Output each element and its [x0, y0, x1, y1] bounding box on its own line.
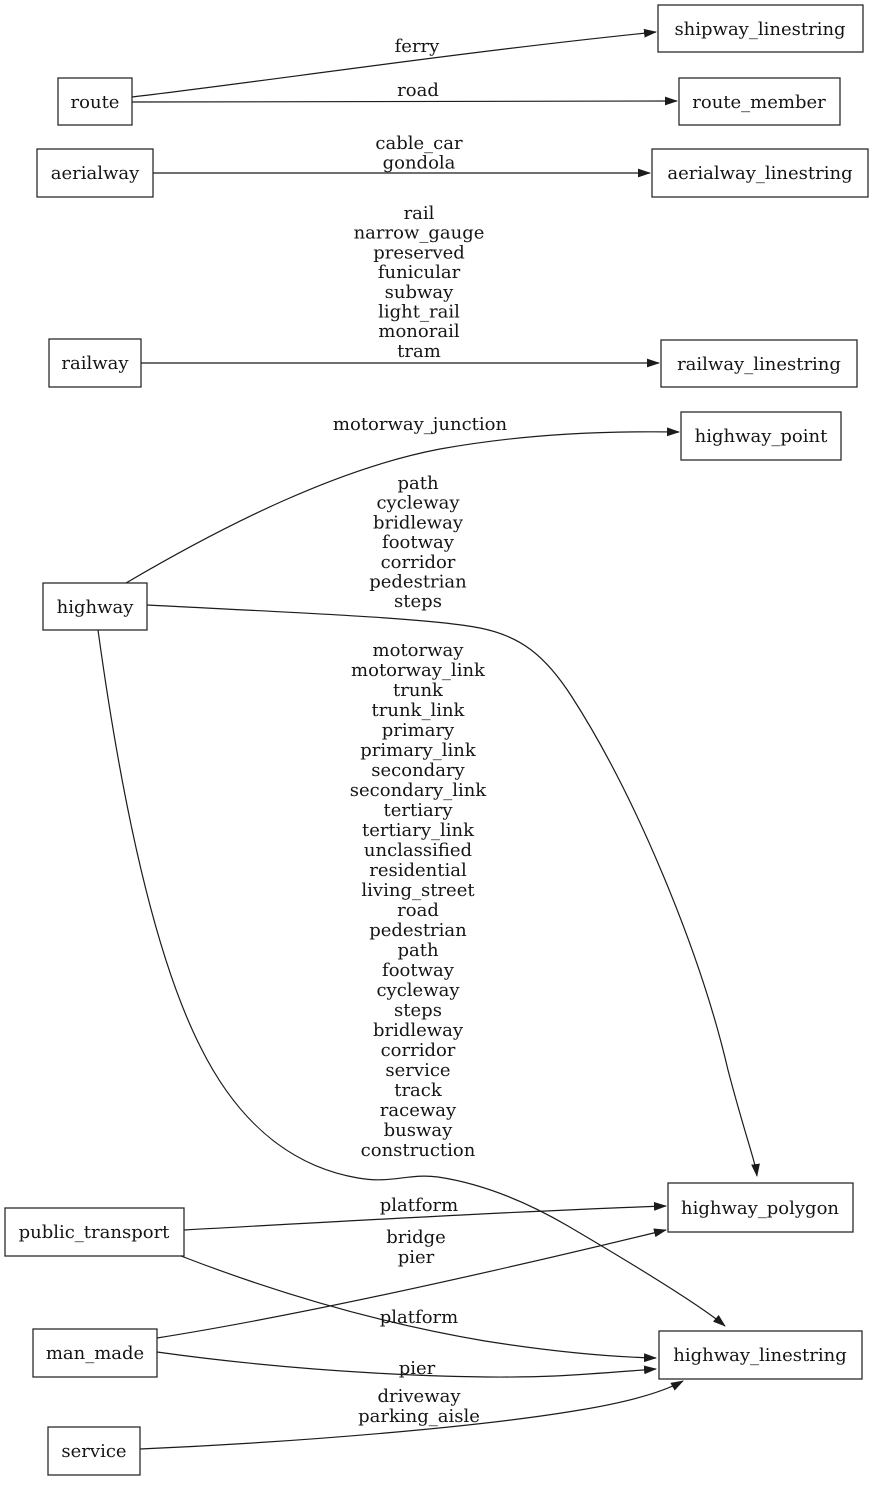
- node-shipway_linestring-label: shipway_linestring: [674, 19, 846, 40]
- edge-label-pier-linestring: pier: [398, 1358, 436, 1379]
- node-public_transport: [5, 1208, 184, 1256]
- node-shipway_linestring: [658, 5, 863, 52]
- node-route_member-label: route_member: [692, 92, 826, 113]
- node-aerialway: [37, 149, 153, 197]
- edge-label-motorway_junction: motorway_junction: [332, 414, 508, 435]
- node-public_transport-label: public_transport: [18, 1222, 170, 1243]
- edge-label-cable_car-gondola: cable_car gondola: [375, 133, 463, 174]
- node-man_made: [33, 1329, 157, 1377]
- edge-label-road: road: [397, 80, 439, 101]
- node-highway_polygon: [668, 1183, 853, 1232]
- node-man_made-label: man_made: [45, 1343, 145, 1364]
- node-service: [48, 1427, 140, 1475]
- node-aerialway_linestring-label: aerialway_linestring: [667, 163, 853, 184]
- node-railway_linestring: [661, 340, 857, 387]
- edge-label-ferry: ferry: [394, 36, 440, 57]
- node-highway_point-label: highway_point: [694, 426, 828, 447]
- node-route-label: route: [70, 92, 120, 113]
- node-highway-label: highway: [56, 597, 134, 618]
- node-highway_linestring: [659, 1331, 862, 1379]
- node-route_member: [679, 78, 840, 125]
- node-highway_linestring-label: highway_linestring: [673, 1345, 847, 1366]
- node-route: [58, 78, 132, 125]
- edge-label-highway-polygon-values: path cycleway bridleway footway corridor pedestrian steps: [369, 473, 467, 613]
- edge-label-highway-linestring-values: motorway motorway_link trunk trunk_link primary primary_link secondary secondary_link tertiary tertiary_link unclassified residential living_street road pedestrian path footway cycleway steps bridleway corridor service track raceway busway construction: [349, 640, 487, 1161]
- node-railway: [49, 339, 141, 387]
- edge-label-railway-values: rail narrow_gauge preserved funicular subway light_rail monorail tram: [353, 203, 485, 362]
- edge-label-driveway-parking_aisle: driveway parking_aisle: [358, 1386, 480, 1427]
- edge-label-platform-polygon: platform: [379, 1195, 459, 1216]
- edge-label-platform-linestring: platform: [379, 1307, 459, 1328]
- node-highway_polygon-label: highway_polygon: [680, 1198, 840, 1219]
- node-highway_point: [681, 412, 841, 460]
- node-railway_linestring-label: railway_linestring: [677, 354, 841, 375]
- node-highway: [43, 583, 147, 630]
- node-service-label: service: [61, 1441, 127, 1462]
- node-railway-label: railway: [61, 353, 129, 374]
- node-aerialway-label: aerialway: [50, 163, 140, 184]
- edge-label-bridge-pier: bridge pier: [386, 1227, 446, 1268]
- node-aerialway_linestring: [652, 149, 868, 197]
